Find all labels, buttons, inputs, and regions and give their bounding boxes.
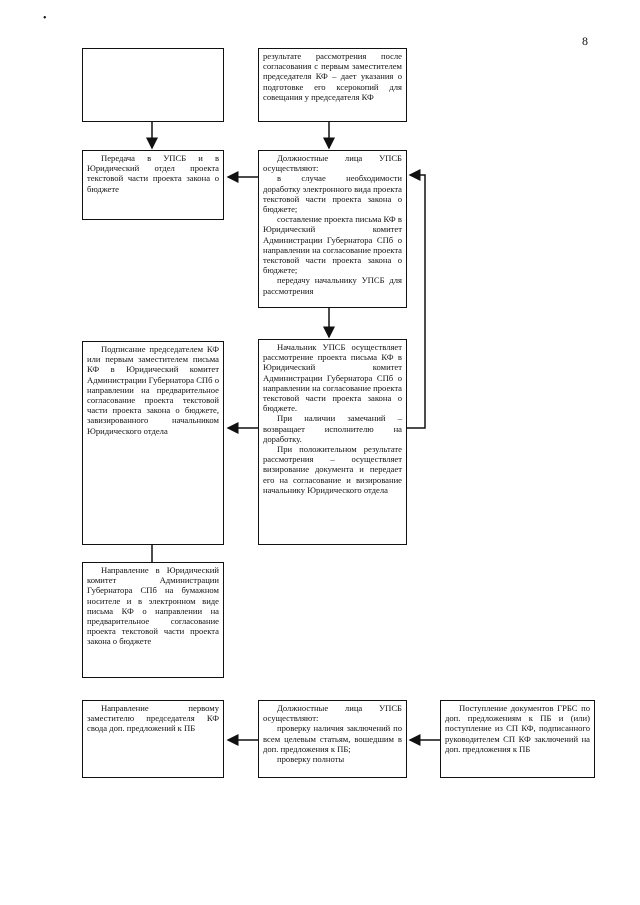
flow-box-middle-3: Начальник УПСБ осуществляет рассмотрение проекта письма КФ в Юридический комитет Администрации Губернатора СПб о направлении на согласование проекта текстовой части проекта закона о бюджете. При наличии замечаний – возвращает исполнителю на доработку. При положительном результате рассмотрения – осуществляет визирование документа и передает его на согласование и визирование начальнику Юридического отдела xyxy=(258,339,407,545)
flow-box-left-5: Направление первому заместителю председателя КФ свода доп. предложений к ПБ xyxy=(82,700,224,778)
flow-box-middle-4: Должностные лица УПСБ осуществляют: проверку наличия заключений по всем целевым статьям, вошедшим в доп. предложения к ПБ; проверку полноты xyxy=(258,700,407,778)
flow-box-right-1: Поступление документов ГРБС по доп. предложениям к ПБ и (или) поступление из СП КФ, подписанного руководителем СП КФ заключений на доп. предложения к ПБ xyxy=(440,700,595,778)
flow-box-left-2: Передача в УПСБ и в Юридический отдел проекта текстовой части проекта закона о бюджете xyxy=(82,150,224,220)
corner-mark: • xyxy=(43,13,47,24)
arrow-feedback-loop xyxy=(407,175,425,428)
flow-box-left-1 xyxy=(82,48,224,122)
flow-box-middle-1: результате рассмотрения после согласования с первым заместителем председателя КФ – дает указания о подготовке его ксерокопий для совещания у председателя КФ xyxy=(258,48,407,122)
flow-box-left-3: Подписание председателем КФ или первым заместителем письма КФ в Юридический комитет Администрации Губернатора СПб о направлении на предварительное согласование проекта текстовой части проекта закона о бюджете, завизированного начальником Юридического отдела xyxy=(82,341,224,545)
flow-box-middle-2: Должностные лица УПСБ осуществляют: в случае необходимости доработку электронного вида проекта текстовой части проекта закона о бюджете; составление проекта письма КФ в Юридический комитет Администрации Губернатора СПб о направлении на согласование проекта текстовой части проекта закона о бюджете; передачу начальнику УПСБ для рассмотрения xyxy=(258,150,407,308)
flow-box-left-4: Направление в Юридический комитет Администрации Губернатора СПб на бумажном носителе и в электронном виде письма КФ о направлении на предварительное согласование проекта текстовой части проекта закона о бюджете xyxy=(82,562,224,678)
page-number: 8 xyxy=(582,34,588,48)
